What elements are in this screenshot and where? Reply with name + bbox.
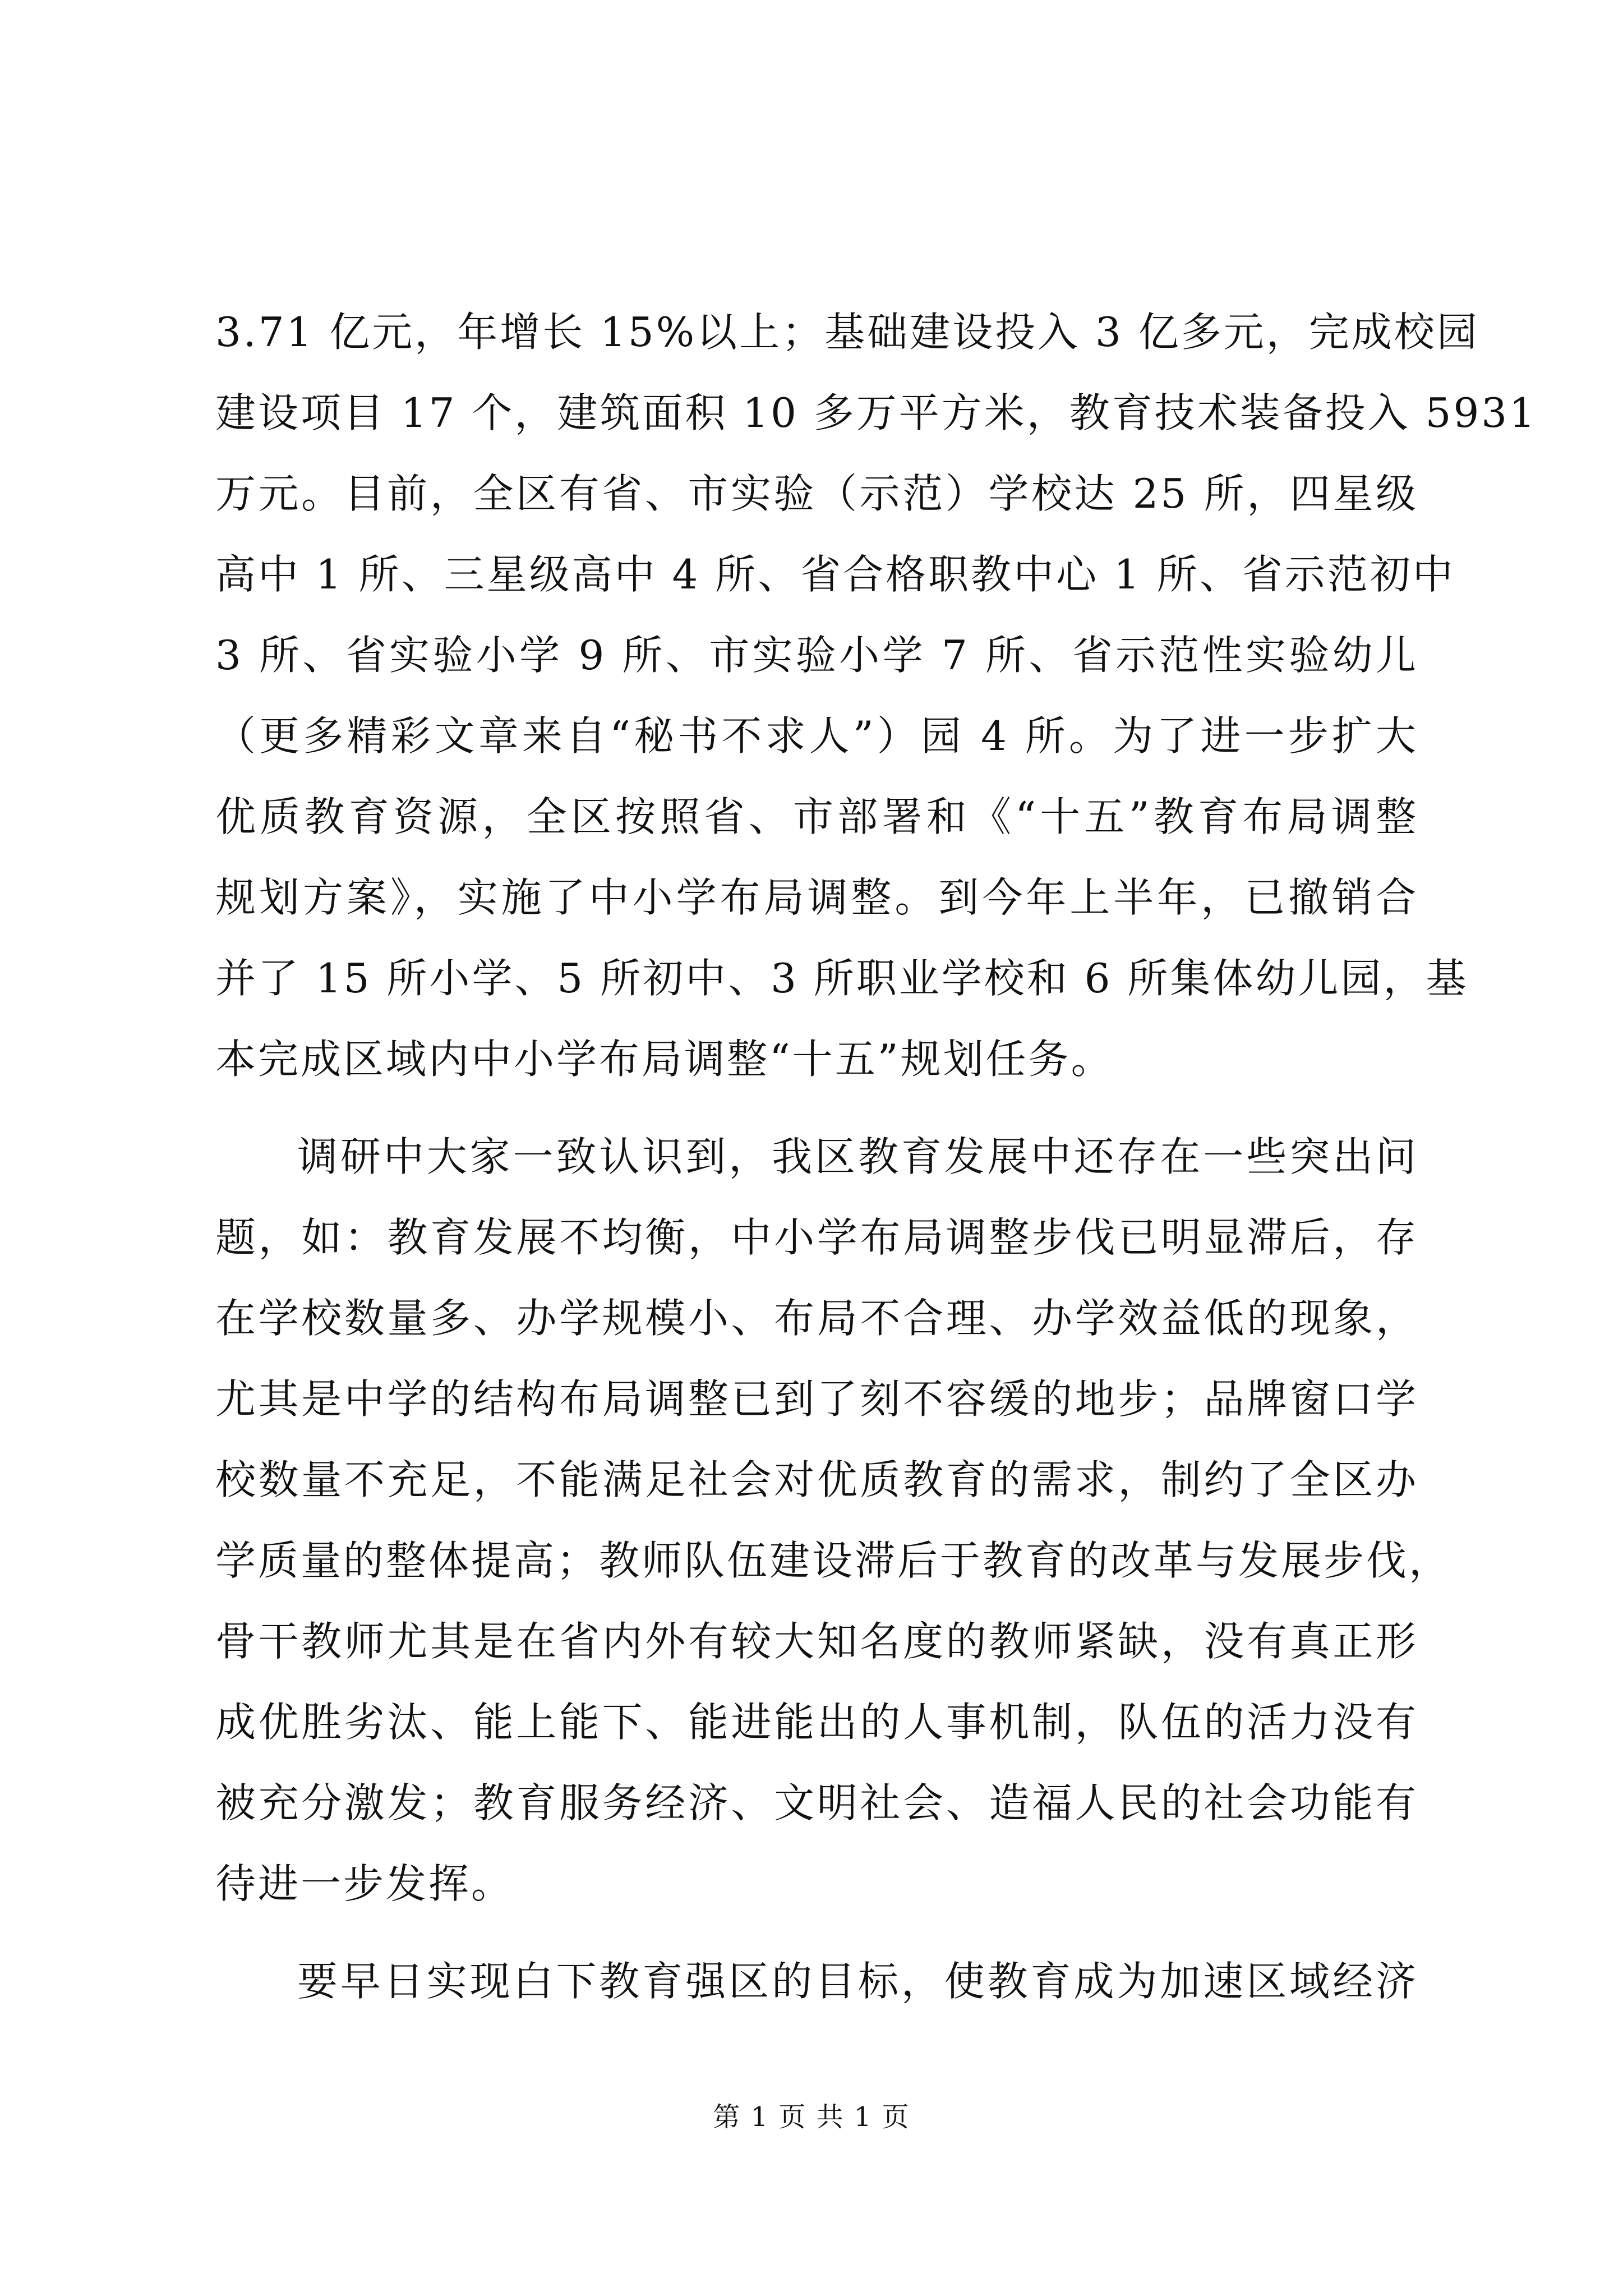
text-line: 成优胜劣汰、能上能下、能进能出的人事机制，队伍的活力没有 <box>215 1699 1418 1746</box>
text-line: 待进一步发挥。 <box>215 1860 514 1907</box>
text-line: 调研中大家一致认识到，我区教育发展中还存在一些突出问 <box>297 1133 1418 1180</box>
paragraph-3 <box>215 1941 1418 2022</box>
paragraph-spacer <box>215 1924 1418 1941</box>
text-line: 本完成区域内中小学布局调整“十五”规划任务。 <box>215 1036 1114 1083</box>
paragraph-1 <box>215 292 1537 1099</box>
text-line: 并了 15 所小学、5 所初中、3 所职业学校和 6 所集体幼儿园，基 <box>215 955 1469 1002</box>
text-line: 规划方案》，实施了中小学布局调整。到今年上半年，已撤销合 <box>215 874 1418 921</box>
text-line: 万元。目前，全区有省、市实验（示范）学校达 25 所，四星级 <box>215 470 1418 517</box>
text-line: 高中 1 所、三星级高中 4 所、省合格职教中心 1 所、省示范初中 <box>215 551 1455 598</box>
text-line: 骨干教师尤其是在省内外有较大知名度的教师紧缺，没有真正形 <box>215 1618 1418 1665</box>
text-line: 题，如：教育发展不均衡，中小学布局调整步伐已明显滞后，存 <box>215 1214 1418 1261</box>
text-line: 学质量的整体提高；教师队伍建设滞后于教育的改革与发展步伐， <box>215 1537 1452 1584</box>
text-line: 被充分激发；教育服务经济、文明社会、造福人民的社会功能有 <box>215 1779 1418 1826</box>
paragraph-2 <box>215 1116 1452 1924</box>
text-line: 建设项目 17 个，建筑面积 10 多万平方米，教育技术装备投入 5931 <box>215 389 1537 436</box>
text-line: 要早日实现白下教育强区的目标，使教育成为加速区域经济 <box>297 1958 1418 2005</box>
paragraph-spacer <box>215 1099 1418 1116</box>
text-line: 3 所、省实验小学 9 所、市实验小学 7 所、省示范性实验幼儿 <box>215 632 1418 679</box>
page-number-footer: 第 1 页 共 1 页 <box>713 2101 910 2133</box>
text-line: 优质教育资源，全区按照省、市部署和《“十五”教育布局调整 <box>215 793 1418 840</box>
text-line: （更多精彩文章来自“秘书不求人”）园 4 所。为了进一步扩大 <box>215 712 1418 760</box>
text-line: 3.71 亿元，年增长 15%以上；基础建设投入 3 亿多元，完成校园 <box>215 309 1479 356</box>
text-line: 校数量不充足，不能满足社会对优质教育的需求，制约了全区办 <box>215 1456 1418 1503</box>
document-body <box>215 292 1537 2022</box>
text-line: 在学校数量多、办学规模小、布局不合理、办学效益低的现象， <box>215 1295 1418 1342</box>
text-line: 尤其是中学的结构布局调整已到了刻不容缓的地步；品牌窗口学 <box>215 1375 1418 1423</box>
